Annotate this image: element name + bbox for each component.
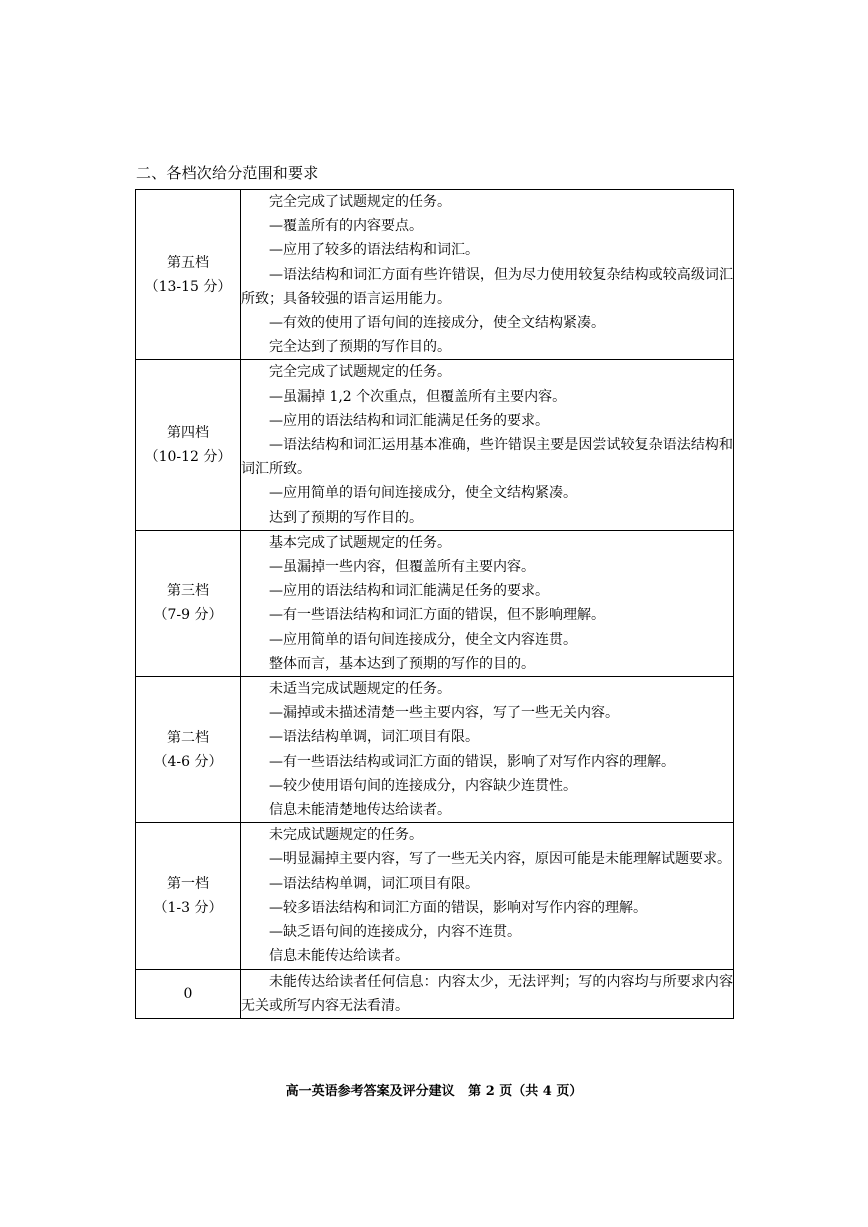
criterion-line: —语法结构和词汇运用基本准确，些许错误主要是因尝试较复杂语法结构和词汇所致。 [241, 437, 733, 478]
page-footer: 高一英语参考答案及评分建议 第 2 页（共 4 页） [285, 1084, 583, 1099]
level-label-cell [136, 823, 241, 969]
criterion-line: 完全完成了试题规定的任务。 [269, 194, 451, 210]
level-label-cell [136, 530, 241, 676]
level-label-cell [136, 677, 241, 823]
criterion-line: —虽漏掉 1,2 个次重点，但覆盖所有主要内容。 [269, 388, 567, 405]
level-range: （1-3 分） [153, 899, 223, 916]
table-row-level-1 [136, 823, 734, 969]
table-row-level-3 [136, 530, 734, 676]
criterion-line: —有一些语法结构和词汇方面的错误，但不影响理解。 [269, 607, 605, 624]
table-row-level-5 [136, 190, 734, 360]
level-name: 第五档 [167, 254, 209, 271]
level-label-cell [136, 360, 241, 530]
level-description-cell [241, 530, 734, 676]
criterion-line: —较多语法结构和词汇方面的错误，影响对写作内容的理解。 [269, 899, 647, 916]
level-name: 第四档 [167, 425, 209, 442]
criterion-line: —应用简单的语句间连接成分，使全文结构紧凑。 [269, 485, 577, 502]
criterion-line: 达到了预期的写作目的。 [269, 509, 423, 526]
criterion-line: 未适当完成试题规定的任务。 [269, 681, 451, 698]
criterion-line: 基本完成了试题规定的任务。 [269, 534, 451, 551]
criterion-line: 整体而言，基本达到了预期的写作的目的。 [269, 655, 535, 672]
criterion-line: —较少使用语句间的连接成分，内容缺少连贯性。 [269, 777, 577, 794]
level-range: （10-12 分） [144, 449, 232, 466]
criterion-line: 未能传达给读者任何信息：内容太少，无法评判；写的内容均与所要求内容无关或所写内容无法看清。 [241, 973, 733, 1014]
criterion-line: —语法结构单调，词汇项目有限。 [269, 875, 479, 892]
criterion-line: —应用了较多的语法结构和词汇。 [269, 242, 479, 259]
level-description-cell [241, 360, 734, 530]
criterion-line: —缺乏语句间的连接成分，内容不连贯。 [269, 924, 521, 941]
criterion-line: —有效的使用了语句间的连接成分，使全文结构紧凑。 [269, 315, 605, 332]
criterion-line: —明显漏掉主要内容，写了一些无关内容，原因可能是未能理解试题要求。 [269, 851, 731, 868]
level-description-cell [241, 823, 734, 969]
section-title: 二、各档次给分范围和要求 [136, 164, 319, 182]
criterion-line: —应用的语法结构和词汇能满足任务的要求。 [269, 583, 549, 600]
level-label-cell [136, 190, 241, 360]
criterion-line: —虽漏掉一些内容，但覆盖所有主要内容。 [269, 559, 535, 576]
criterion-line: —应用简单的语句间连接成分，使全文内容连贯。 [269, 631, 577, 648]
criterion-line: —语法结构和词汇方面有些许错误，但为尽力使用较复杂结构或较高级词汇所致；具备较强的语言运用能力。 [241, 266, 733, 307]
level-description-cell [241, 969, 734, 1018]
level-range: （13-15 分） [144, 278, 232, 295]
criterion-line: 信息未能传达给读者。 [269, 948, 409, 965]
grading-table [135, 189, 734, 1019]
level-name: 第二档 [167, 729, 209, 746]
criterion-line: 完全达到了预期的写作目的。 [269, 339, 451, 356]
level-range: （4-6 分） [153, 753, 223, 770]
criterion-line: —漏掉或未描述清楚一些主要内容，写了一些无关内容。 [269, 705, 619, 722]
criterion-line: —应用的语法结构和词汇能满足任务的要求。 [269, 412, 549, 429]
criterion-line: —有一些语法结构或词汇方面的错误，影响了对写作内容的理解。 [269, 753, 675, 770]
level-name: 第一档 [167, 875, 209, 892]
level-name: 第三档 [167, 583, 209, 600]
criterion-line: 未完成试题规定的任务。 [269, 827, 423, 844]
level-label-cell [136, 969, 241, 1018]
level-description-cell [241, 677, 734, 823]
criterion-line: —语法结构单调，词汇项目有限。 [269, 729, 479, 746]
criterion-line: —覆盖所有的内容要点。 [269, 218, 423, 235]
criterion-line: 完全完成了试题规定的任务。 [269, 364, 451, 381]
level-range: （7-9 分） [153, 607, 223, 624]
table-row-level-0 [136, 969, 734, 1018]
level-description-cell [241, 190, 734, 360]
table-row-level-4 [136, 360, 734, 530]
table-row-level-2 [136, 677, 734, 823]
level-name: 0 [183, 985, 193, 1002]
criterion-line: 信息未能清楚地传达给读者。 [269, 802, 451, 819]
